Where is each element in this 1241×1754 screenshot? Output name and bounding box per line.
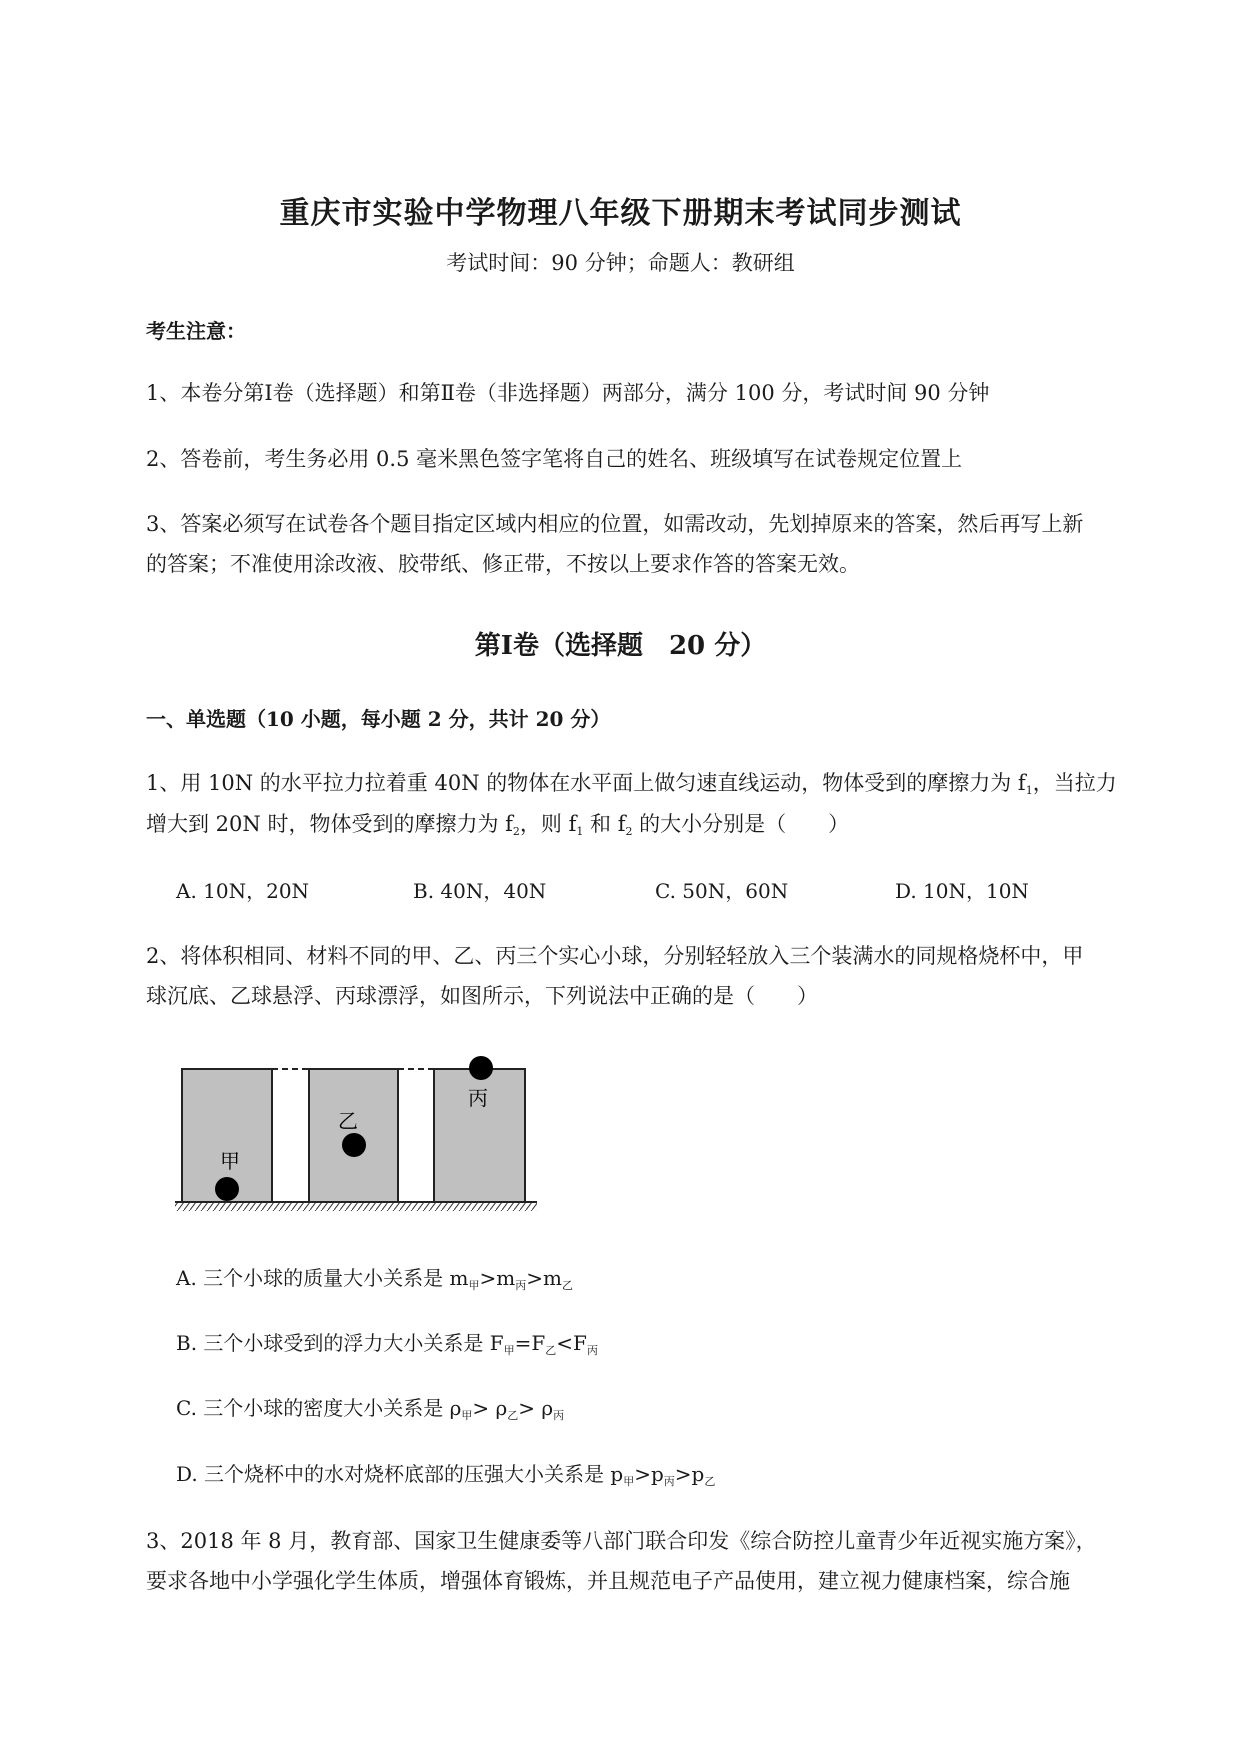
option-a: A. 三个小球的质量大小关系是 $m_甲>m_丙>m_乙$ <box>176 1266 573 1292</box>
question-2-line: 球沉底、乙球悬浮、丙球漂浮，如图所示，下列说法中正确的是（ ） <box>146 984 818 1008</box>
question-3-line: 3、2018 年 8 月，教育部、国家卫生健康委等八部门联合印发《综合防控儿童青少年近视实施方案》， <box>146 1529 1097 1553</box>
label-bing: 丙 <box>468 1086 488 1110</box>
ground-hatch <box>175 1202 537 1211</box>
beakers-figure <box>172 1050 542 1215</box>
notice-item: 1、本卷分第Ⅰ卷（选择题）和第Ⅱ卷（非选择题）两部分，满分 100 分，考试时间 90 分钟 <box>146 381 990 405</box>
notice-item: 2、答卷前，考生务必用 0.5 毫米黑色签字笔将自己的姓名、班级填写在试卷规定位置上 <box>146 447 963 471</box>
section-title: 第Ⅰ卷（选择题 20 分） <box>474 631 767 661</box>
notice-heading: 考生注意： <box>146 319 246 343</box>
part-heading: 一、单选题（10 小题，每小题 2 分，共计 20 分） <box>146 707 611 731</box>
label-yi: 乙 <box>338 1109 358 1133</box>
option-d: D. 10N，10N <box>895 879 1029 903</box>
option-b: B. 三个小球受到的浮力大小关系是 $F_甲=F_乙<F_丙$ <box>176 1331 598 1357</box>
option-c: C. 50N，60N <box>655 879 789 903</box>
option-a: A. 10N，20N <box>176 879 310 903</box>
ball-yi <box>342 1133 366 1157</box>
option-b: B. 40N，40N <box>413 879 547 903</box>
question-2-line: 2、将体积相同、材料不同的甲、乙、丙三个实心小球，分别轻轻放入三个装满水的同规格烧杯中，甲 <box>146 944 1084 968</box>
ball-jia <box>215 1177 239 1201</box>
question-1-line: 1、用 10N 的水平拉力拉着重 40N 的物体在水平面上做匀速直线运动，物体受到的摩擦力为 $f_1$，当拉力 <box>146 771 1117 797</box>
option-c: C. 三个小球的密度大小关系是 $\rho_甲> \rho_乙> \rho_丙$ <box>176 1396 565 1422</box>
exam-info: 考试时间：90 分钟；命题人：教研组 <box>446 251 795 275</box>
notice-item: 3、答案必须写在试卷各个题目指定区域内相应的位置，如需改动，先划掉原来的答案，然后再写上新 <box>146 512 1084 536</box>
label-jia: 甲 <box>220 1149 240 1173</box>
notice-item: 的答案；不准使用涂改液、胶带纸、修正带，不按以上要求作答的答案无效。 <box>146 552 860 576</box>
question-1-line: 增大到 20N 时，物体受到的摩擦力为 $f_2$，则 $f_1$ 和 $f_2$ 的大小分别是（ ） <box>146 812 850 838</box>
option-d: D. 三个烧杯中的水对烧杯底部的压强大小关系是 $p_甲>p_丙>p_乙$ <box>176 1462 716 1488</box>
beakers-svg <box>172 1050 542 1215</box>
page-title: 重庆市实验中学物理八年级下册期末考试同步测试 <box>279 196 962 231</box>
question-3-line: 要求各地中小学强化学生体质，增强体育锻炼，并且规范电子产品使用，建立视力健康档案，综合施 <box>146 1569 1070 1593</box>
ball-bing <box>469 1056 493 1080</box>
